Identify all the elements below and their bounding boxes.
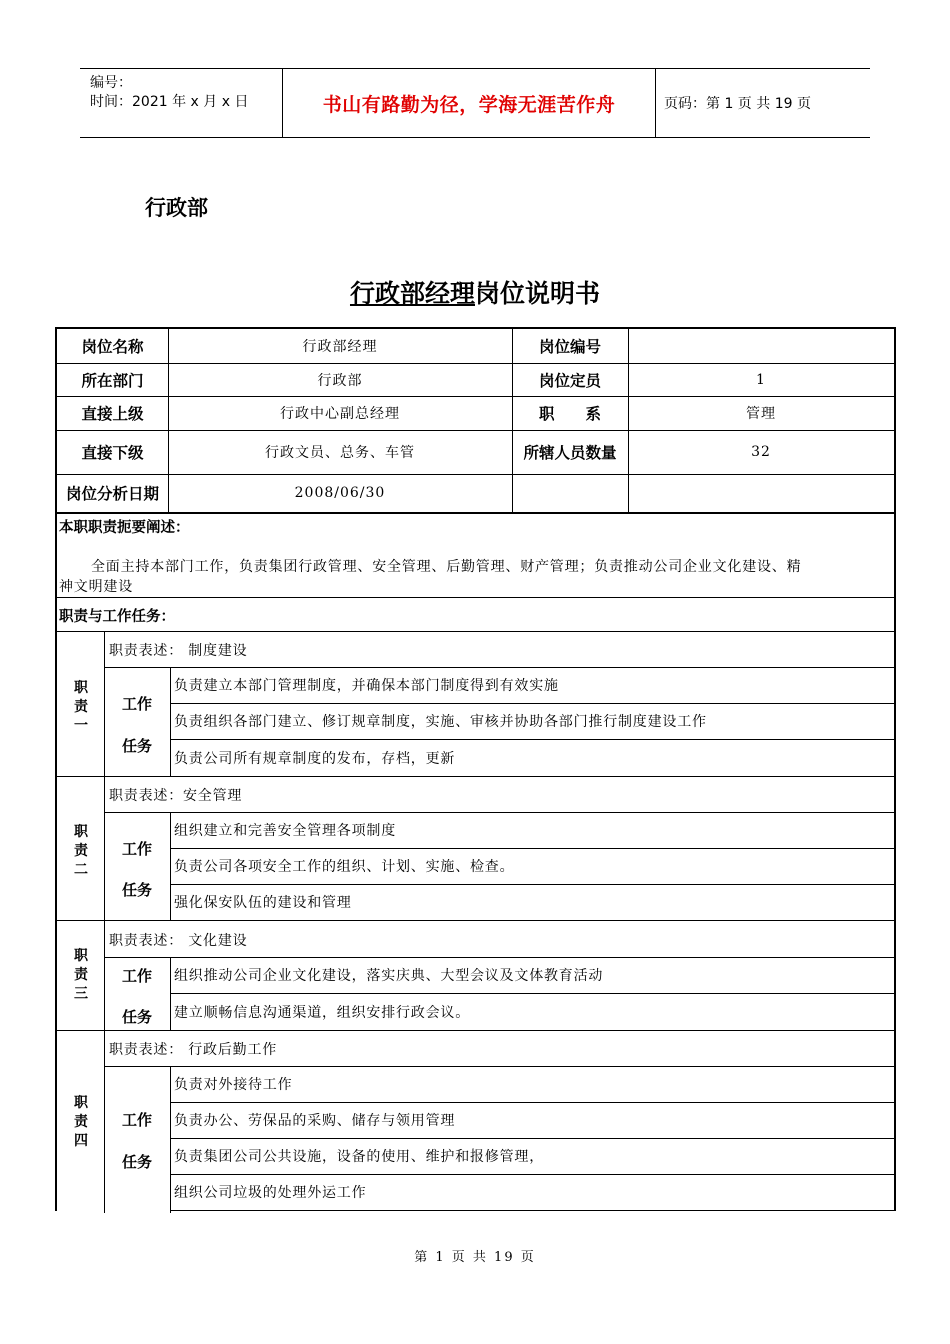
duty-2-task-top: 工作 — [121, 840, 152, 858]
series-label: 职 系 — [538, 405, 601, 423]
duty-4-task-4: 组织公司垃圾的处理外运工作 — [174, 1185, 367, 1201]
headcount-label: 岗位定员 — [538, 371, 601, 390]
summary-line-1: 全面主持本部门工作，负责集团行政管理、安全管理、后勤管理、财产管理；负责推动公司企业文化建设、精 — [91, 559, 802, 575]
duty-1-task-bottom: 任务 — [121, 737, 152, 755]
analysis-date-label: 岗位分析日期 — [65, 485, 159, 503]
job-code-value — [628, 329, 894, 363]
duty-4-task-1: 负责对外接待工作 — [174, 1077, 293, 1093]
series-value: 管理 — [746, 406, 776, 422]
header-meta — [80, 69, 282, 137]
duty-1-label: 职 责 一 — [74, 680, 88, 734]
time-label: 时间：2021 年 x 月 x 日 — [90, 94, 249, 110]
duty-3-label: 职 责 三 — [74, 948, 88, 1002]
analysis-date-value: 2008/06/30 — [294, 485, 386, 501]
duty-1-task-3: 负责公司所有规章制度的发布，存档，更新 — [174, 750, 456, 767]
job-code-label: 岗位编号 — [538, 338, 601, 356]
duty-4-task-top: 工作 — [121, 1111, 152, 1129]
duty-2-desc: 职责表述：安全管理 — [109, 788, 243, 804]
summary-label: 本职职责扼要阐述： — [59, 520, 190, 536]
staff-count-value: 32 — [751, 444, 771, 460]
title-rest: 岗位说明书 — [475, 279, 601, 308]
duty-4-task-bottom: 任务 — [121, 1153, 152, 1171]
superior-value: 行政中心副总经理 — [280, 406, 400, 422]
dept-label: 所在部门 — [81, 371, 144, 390]
duty-2-task-3: 强化保安队伍的建设和管理 — [174, 895, 352, 911]
duty-2-task-bottom: 任务 — [121, 881, 152, 899]
code-label: 编号： — [90, 75, 132, 91]
staff-count-label: 所辖人员数量 — [523, 444, 617, 462]
duty-2-task-1: 组织建立和完善安全管理各项制度 — [174, 823, 396, 839]
duty-1-task-2: 负责组织各部门建立、修订规章制度，实施、审核并协助各部门推行制度建设工作 — [174, 714, 707, 730]
dept-value: 行政部 — [317, 372, 363, 389]
page-info: 页码：第 1 页 共 19 页 — [664, 96, 811, 112]
page-footer: 第 1 页 共 19 页 — [414, 1250, 536, 1265]
page-header — [80, 68, 870, 138]
duty-4-task-2: 负责办公、劳保品的采购、储存与领用管理 — [174, 1113, 456, 1129]
duty-3-desc: 职责表述： 文化建设 — [109, 933, 248, 949]
motto: 书山有路勤为径，学海无涯苦作舟 — [322, 93, 616, 116]
duties-label: 职责与工作任务： — [59, 609, 175, 625]
department-heading: 行政部 — [145, 195, 208, 220]
duty-3-task-1: 组织推动公司企业文化建设，落实庆典、大型会议及文体教育活动 — [174, 968, 604, 984]
headcount-value: 1 — [756, 371, 766, 388]
duty-2-label: 职 责 二 — [74, 824, 88, 878]
duty-1-task-1: 负责建立本部门管理制度，并确保本部门制度得到有效实施 — [174, 678, 559, 694]
duty-4-task-3: 负责集团公司公共设施，设备的使用、维护和报修管理， — [174, 1149, 544, 1165]
page-info-cell — [655, 69, 870, 137]
duty-3-task-bottom: 任务 — [121, 1008, 152, 1026]
document-title — [0, 274, 950, 310]
duty-4-label: 职 责 四 — [74, 1095, 88, 1149]
job-description-table — [55, 327, 896, 1211]
subordinate-label: 直接下级 — [81, 444, 144, 462]
duty-1-desc: 职责表述： 制度建设 — [109, 643, 248, 659]
title-underlined: 行政部经理 — [349, 279, 475, 308]
duty-4-desc: 职责表述： 行政后勤工作 — [109, 1042, 278, 1058]
duty-3-task-top: 工作 — [121, 967, 152, 985]
job-name-value: 行政部经理 — [302, 339, 378, 355]
duty-1-task-top: 工作 — [121, 695, 152, 713]
job-name-label: 岗位名称 — [81, 338, 144, 356]
summary-line-2: 神文明建设 — [59, 579, 133, 595]
motto-cell — [282, 69, 656, 137]
duty-3-task-2: 建立顺畅信息沟通渠道，组织安排行政会议。 — [174, 1004, 470, 1021]
subordinate-value: 行政文员、总务、车管 — [265, 445, 415, 461]
superior-label: 直接上级 — [81, 405, 144, 423]
duty-2-task-2: 负责公司各项安全工作的组织、计划、实施、检查。 — [174, 859, 515, 875]
